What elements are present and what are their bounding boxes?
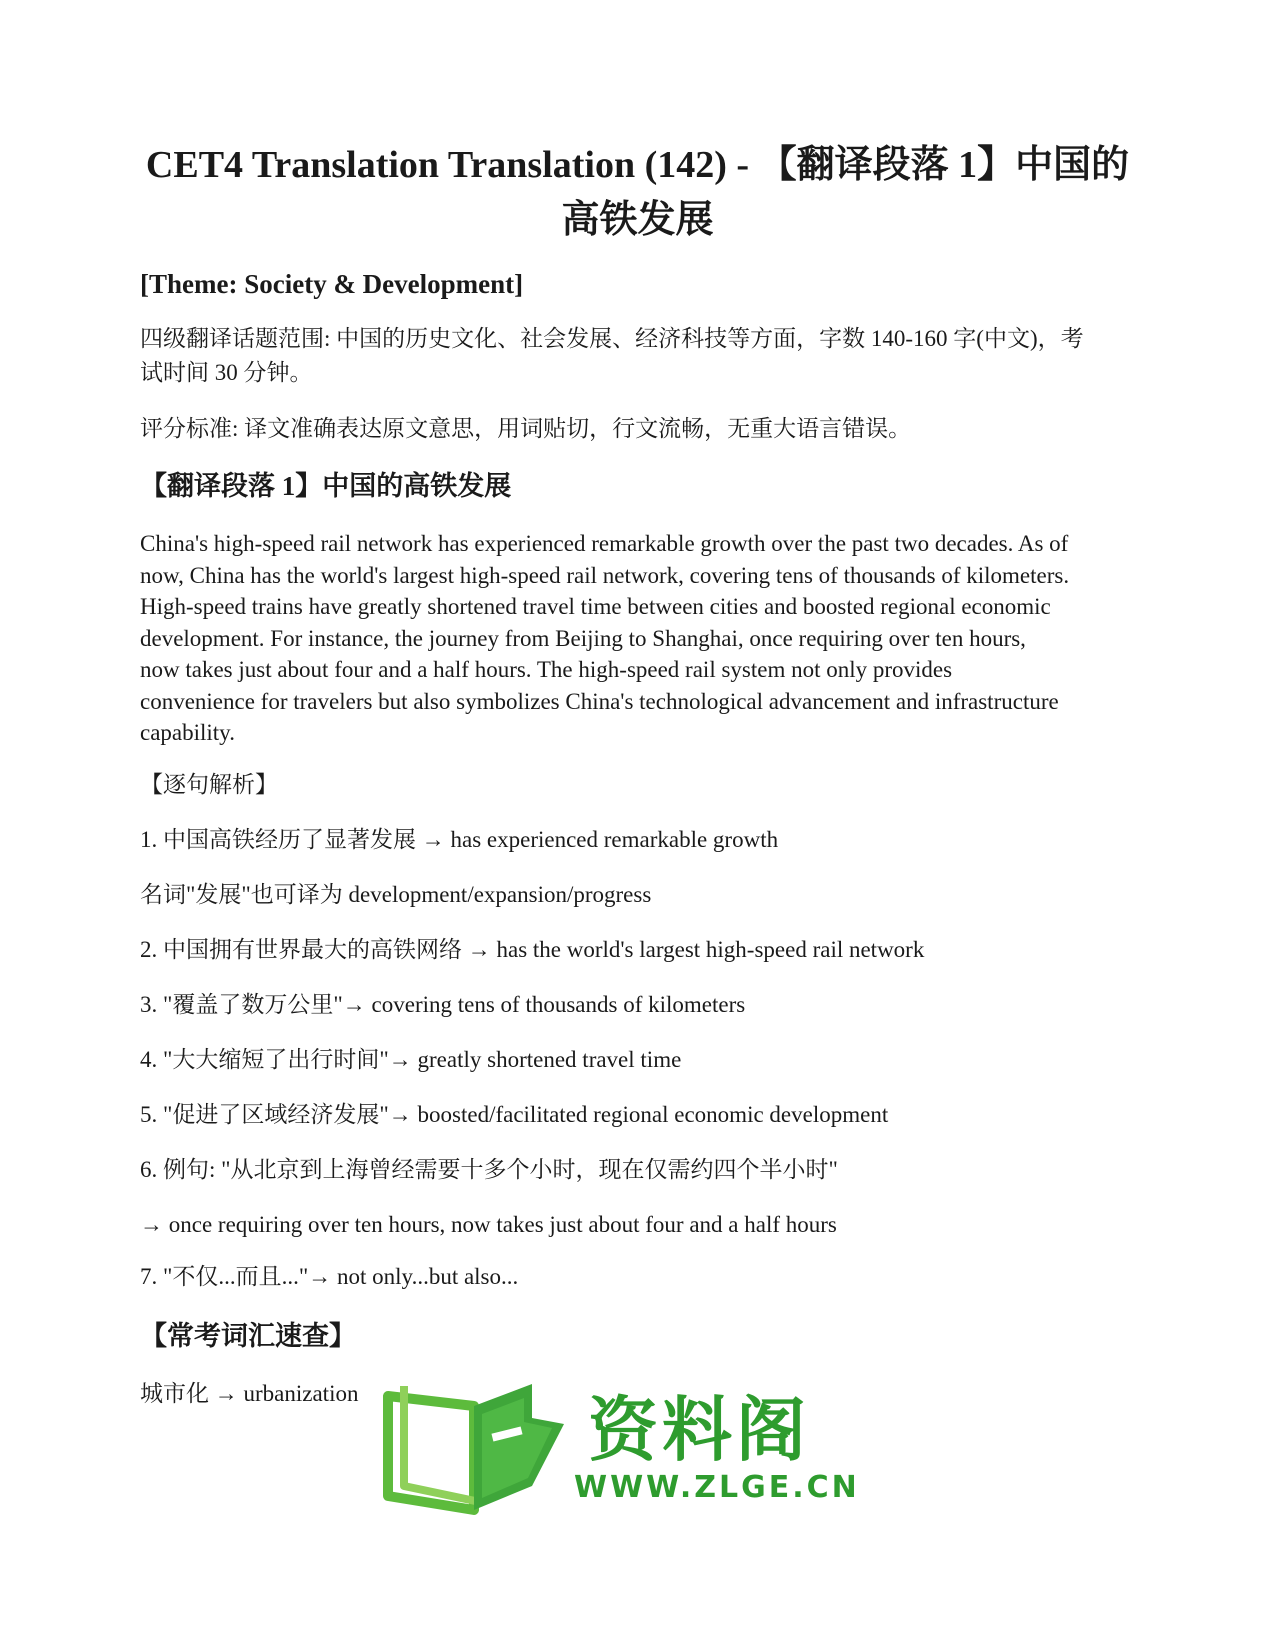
analysis-line: 5. "促进了区域经济发展"→ boosted/facilitated regional economic development — [140, 1102, 889, 1127]
scope-paragraph: 四级翻译话题范围: 中国的历史文化、社会发展、经济科技等方面，字数 140-160 字(中文)，考试时间 30 分钟。 — [140, 326, 1084, 385]
english-paragraph: China's high-speed rail network has experienced remarkable growth over the past two decades. As of now, China has the world's largest high-speed rail network, covering tens of thousands of kilometers. High-speed trains have greatly shortened travel time between cities and boosted regional economic development. For instance, the journey from Beijing to Shanghai, once requiring over ten hours, now takes just about four and a half hours. The high-speed rail system not only provides convenience for travelers but also symbolizes China's technological advancement and infrastructure capability. — [140, 531, 1070, 745]
watermark-url: WWW.ZLGE.CN — [574, 1470, 860, 1505]
analysis-heading: 【逐句解析】 — [140, 772, 278, 797]
analysis-line: 4. "大大缩短了出行时间"→ greatly shortened travel time — [140, 1047, 682, 1072]
theme-heading: [Theme: Society & Development] — [140, 269, 524, 299]
vocab-heading: 【常考词汇速查】 — [140, 1321, 356, 1351]
analysis-line: 3. "覆盖了数万公里"→ covering tens of thousands of kilometers — [140, 992, 746, 1017]
analysis-line: 1. 中国高铁经历了显著发展 → has experienced remarkable growth — [140, 827, 779, 852]
criteria-paragraph: 评分标准: 译文准确表达原文意思，用词贴切，行文流畅，无重大语言错误。 — [140, 416, 912, 441]
vocab-line: 城市化 → urbanization — [140, 1381, 359, 1406]
open-book-icon — [382, 1378, 572, 1518]
watermark-brand: 资料阁 — [588, 1389, 810, 1471]
document-title: CET4 Translation Translation (142) - 【翻译段落 1】中国的高铁发展 — [145, 144, 1130, 241]
analysis-line: 7. "不仅...而且..."→ not only...but also... — [140, 1264, 519, 1289]
analysis-line: 2. 中国拥有世界最大的高铁网络 → has the world's largest high-speed rail network — [140, 937, 925, 962]
watermark — [382, 1378, 860, 1518]
analysis-line: → once requiring over ten hours, now takes just about four and a half hours — [140, 1212, 837, 1237]
analysis-line: 6. 例句: "从北京到上海曾经需要十多个小时，现在仅需约四个半小时" — [140, 1157, 838, 1182]
analysis-line: 名词"发展"也可译为 development/expansion/progress — [140, 882, 652, 907]
section-heading: 【翻译段落 1】中国的高铁发展 — [140, 471, 512, 501]
